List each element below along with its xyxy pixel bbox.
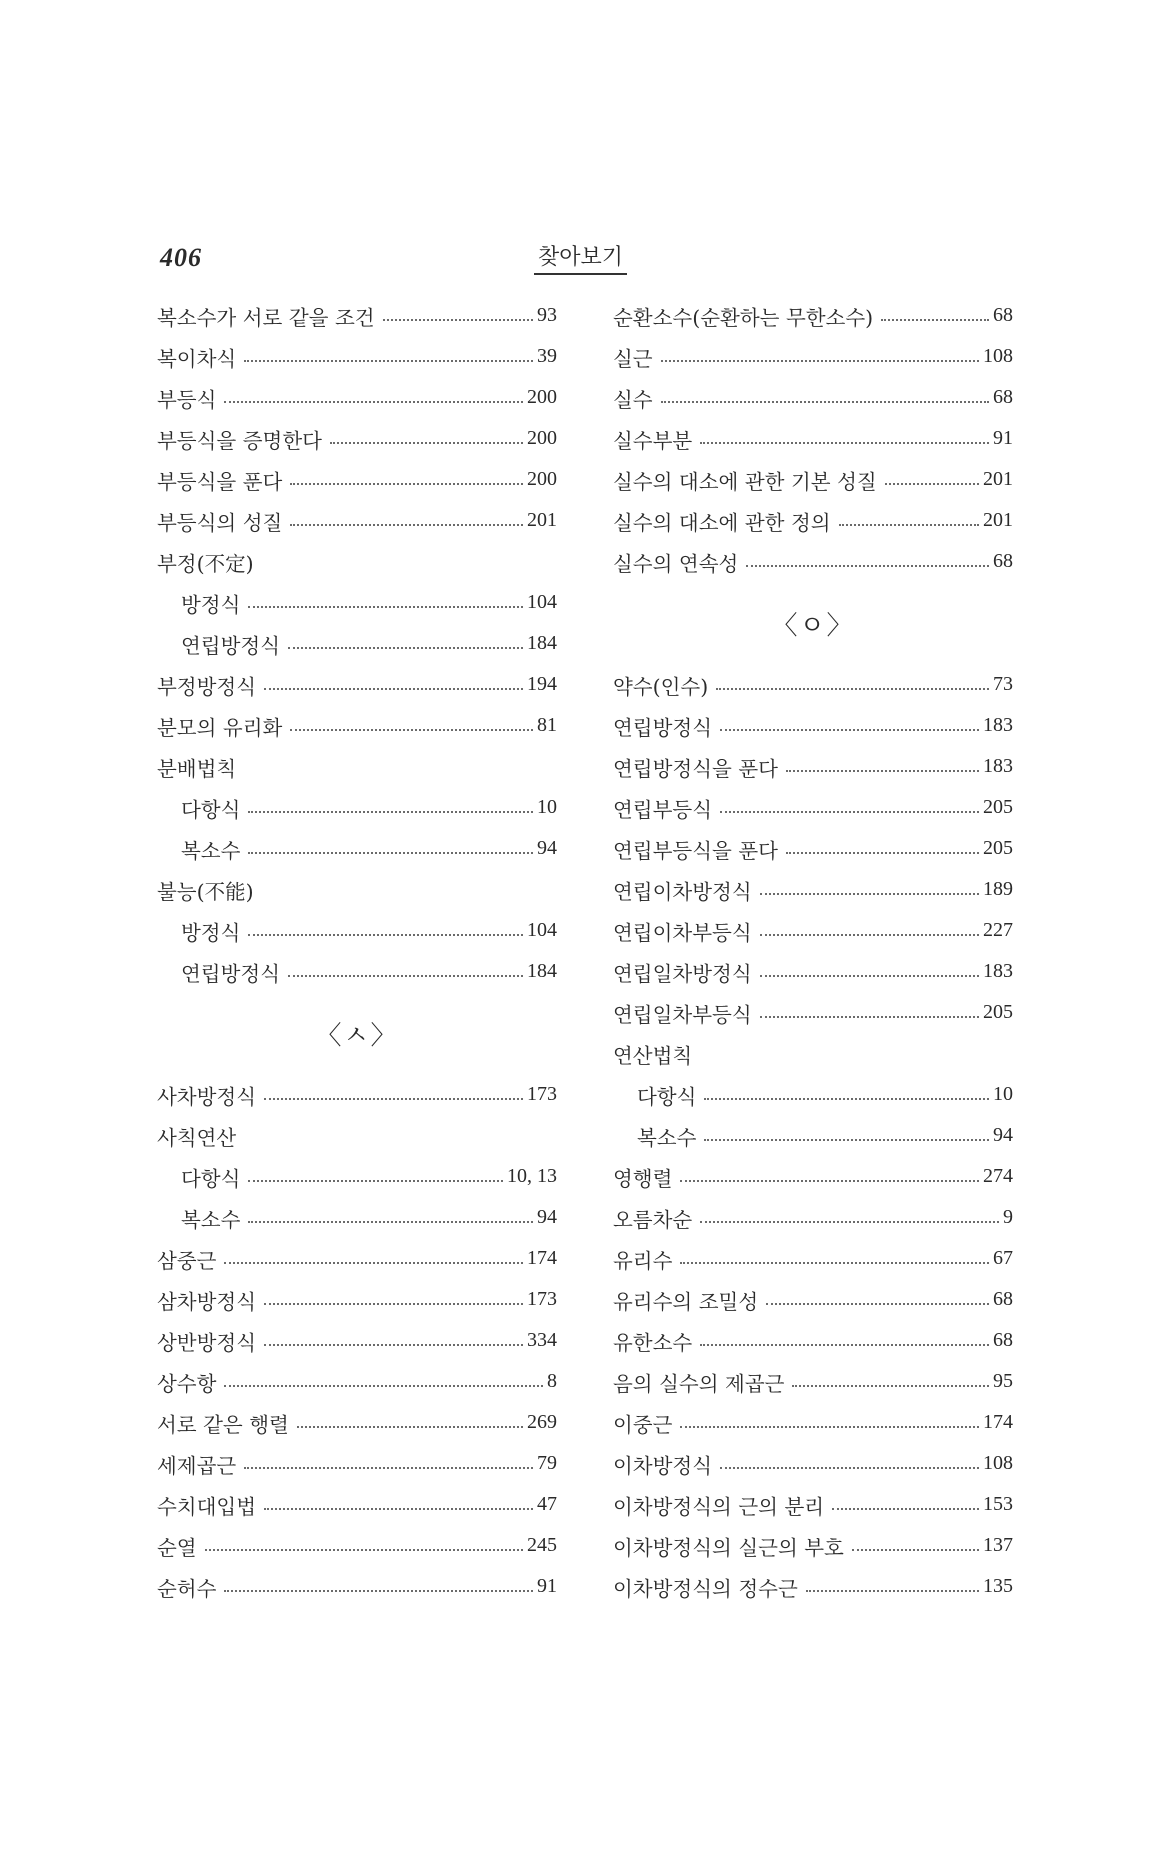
page-ref: 274: [983, 1165, 1013, 1187]
index-subentry: [613, 1115, 1013, 1156]
dot-leader: [704, 1139, 989, 1141]
page-ref: 93: [537, 304, 557, 326]
index-term: 복소수: [181, 1207, 241, 1232]
index-entry: [613, 787, 1013, 828]
index-entry: [157, 1074, 557, 1115]
page-ref: 173: [527, 1083, 557, 1105]
index-term: 다항식: [637, 1084, 697, 1109]
dot-leader: [680, 1262, 989, 1264]
page-ref: 104: [527, 591, 557, 613]
index-term: 부등식의 성질: [157, 510, 283, 535]
dot-leader: [264, 688, 523, 690]
index-entry: [157, 1238, 557, 1279]
index-term: 방정식: [181, 920, 241, 945]
page-ref: 91: [993, 427, 1013, 449]
dot-leader: [264, 1098, 523, 1100]
dot-leader: [680, 1426, 979, 1428]
index-entry: [613, 1320, 1013, 1361]
index-column-right: [613, 295, 1013, 1607]
index-entry: [613, 336, 1013, 377]
index-entry: [157, 1525, 557, 1566]
index-term: 부정(不定): [157, 551, 254, 576]
page-ref: 94: [537, 837, 557, 859]
index-term: 영행렬: [613, 1166, 673, 1191]
page-ref: 269: [527, 1411, 557, 1433]
index-entry: [613, 746, 1013, 787]
index-entry: [613, 951, 1013, 992]
index-term: 이차방정식의 정수근: [613, 1576, 798, 1601]
dot-leader: [704, 1098, 989, 1100]
page-ref: 81: [537, 714, 557, 736]
page-ref: 79: [537, 1452, 557, 1474]
index-subentry: [157, 623, 557, 664]
dot-leader: [288, 647, 523, 649]
dot-leader: [264, 1508, 533, 1510]
index-entry: [157, 1402, 557, 1443]
index-entry: [157, 500, 557, 541]
page-ref: 173: [527, 1288, 557, 1310]
page-ref: 205: [983, 837, 1013, 859]
index-entry: [157, 1115, 557, 1156]
index-term: 부정방정식: [157, 674, 257, 699]
dot-leader: [792, 1385, 989, 1387]
index-entry: [613, 1402, 1013, 1443]
index-entry: [157, 459, 557, 500]
dot-leader: [839, 524, 979, 526]
page-ref: 10, 13: [507, 1165, 557, 1187]
index-entry: [157, 1566, 557, 1607]
page-ref: 68: [993, 386, 1013, 408]
index-entry: [157, 1443, 557, 1484]
index-term: 다항식: [181, 797, 241, 822]
page-ref: 68: [993, 550, 1013, 572]
dot-leader: [248, 1180, 503, 1182]
index-column-left: [157, 295, 557, 1607]
index-term: 실근: [613, 346, 653, 371]
dot-leader: [760, 1016, 979, 1018]
page-ref: 201: [527, 509, 557, 531]
index-entry: [613, 1156, 1013, 1197]
index-term: 유리수의 조밀성: [613, 1289, 759, 1314]
page-ref: 39: [537, 345, 557, 367]
index-term: 연립방정식을 푼다: [613, 756, 778, 781]
dot-leader: [264, 1344, 523, 1346]
index-entry: [613, 500, 1013, 541]
dot-leader: [720, 729, 979, 731]
page-ref: 108: [983, 345, 1013, 367]
page-ref: 108: [983, 1452, 1013, 1474]
index-subentry: [157, 1156, 557, 1197]
index-term: 실수: [613, 387, 653, 412]
page-ref: 91: [537, 1575, 557, 1597]
dot-leader: [746, 565, 989, 567]
page-ref: 183: [983, 960, 1013, 982]
dot-leader: [760, 975, 979, 977]
dot-leader: [248, 1221, 533, 1223]
page-ref: 183: [983, 755, 1013, 777]
dot-leader: [881, 319, 989, 321]
dot-leader: [806, 1590, 979, 1592]
page-ref: 73: [993, 673, 1013, 695]
index-term: 삼중근: [157, 1248, 217, 1273]
dot-leader: [760, 934, 979, 936]
page-ref: 94: [993, 1124, 1013, 1146]
dot-leader: [832, 1508, 979, 1510]
index-subentry: [157, 910, 557, 951]
index-entry: [613, 377, 1013, 418]
index-entry: [157, 705, 557, 746]
index-entry: [613, 992, 1013, 1033]
page-ref: 194: [527, 673, 557, 695]
index-entry: [613, 705, 1013, 746]
dot-leader: [716, 688, 989, 690]
index-entry: [157, 746, 557, 787]
index-entry: [613, 1033, 1013, 1074]
dot-leader: [700, 1344, 989, 1346]
index-entry: [613, 541, 1013, 582]
page-ref: 200: [527, 468, 557, 490]
dot-leader: [224, 1385, 543, 1387]
dot-leader: [290, 483, 523, 485]
section-header: 〈ㅅ〉: [315, 1020, 399, 1051]
dot-leader: [885, 483, 979, 485]
index-subentry: [157, 828, 557, 869]
dot-leader: [224, 401, 523, 403]
page-ref: 174: [983, 1411, 1013, 1433]
page-number: 406: [160, 243, 202, 272]
page-ref: 104: [527, 919, 557, 941]
index-term: 실수의 연속성: [613, 551, 739, 576]
index-term: 순열: [157, 1535, 197, 1560]
dot-leader: [700, 1221, 999, 1223]
page-ref: 174: [527, 1247, 557, 1269]
dot-leader: [700, 442, 989, 444]
index-term: 복이차식: [157, 346, 237, 371]
page-ref: 205: [983, 1001, 1013, 1023]
index-entry: [157, 1484, 557, 1525]
page-ref: 9: [1003, 1206, 1013, 1228]
page-ref: 137: [983, 1534, 1013, 1556]
index-entry: [613, 1525, 1013, 1566]
index-term: 순허수: [157, 1576, 217, 1601]
index-entry: [157, 869, 557, 910]
page-ref: 227: [983, 919, 1013, 941]
dot-leader: [248, 852, 533, 854]
dot-leader: [264, 1303, 523, 1305]
page-ref: 201: [983, 468, 1013, 490]
index-term: 유한소수: [613, 1330, 693, 1355]
page-ref: 200: [527, 386, 557, 408]
index-entry: [613, 869, 1013, 910]
index-entry: [613, 1279, 1013, 1320]
index-term: 서로 같은 행렬: [157, 1412, 289, 1437]
index-entry: [613, 1361, 1013, 1402]
index-term: 분모의 유리화: [157, 715, 283, 740]
dot-leader: [720, 1467, 979, 1469]
index-term: 분배법칙: [157, 756, 237, 781]
dot-leader: [248, 811, 533, 813]
dot-leader: [330, 442, 523, 444]
page-ref: 67: [993, 1247, 1013, 1269]
page-ref: 47: [537, 1493, 557, 1515]
index-term: 유리수: [613, 1248, 673, 1273]
dot-leader: [248, 934, 523, 936]
page-ref: 8: [547, 1370, 557, 1392]
page-ref: 153: [983, 1493, 1013, 1515]
index-term: 연립부등식을 푼다: [613, 838, 778, 863]
index-entry: [157, 664, 557, 705]
dot-leader: [288, 975, 523, 977]
page-ref: 10: [537, 796, 557, 818]
dot-leader: [720, 811, 979, 813]
dot-leader: [297, 1426, 523, 1428]
index-subentry: [157, 1197, 557, 1238]
page-ref: 184: [527, 960, 557, 982]
dot-leader: [383, 319, 533, 321]
dot-leader: [766, 1303, 989, 1305]
index-entry: [157, 1320, 557, 1361]
page-ref: 245: [527, 1534, 557, 1556]
index-entry: [157, 418, 557, 459]
index-term: 상수항: [157, 1371, 217, 1396]
index-term: 연립일차부등식: [613, 1002, 752, 1027]
dot-leader: [661, 360, 979, 362]
index-term: 이차방정식의 근의 분리: [613, 1494, 825, 1519]
index-entry: [157, 336, 557, 377]
page-ref: 200: [527, 427, 557, 449]
index-term: 실수의 대소에 관한 기본 성질: [613, 469, 877, 494]
dot-leader: [852, 1549, 979, 1551]
page-ref: 201: [983, 509, 1013, 531]
index-entry: [613, 828, 1013, 869]
dot-leader: [290, 729, 533, 731]
page-ref: 10: [993, 1083, 1013, 1105]
dot-leader: [224, 1590, 533, 1592]
index-term: 불능(不能): [157, 879, 254, 904]
index-entry: [613, 1238, 1013, 1279]
index-term: 이차방정식: [613, 1453, 713, 1478]
page-ref: 68: [993, 304, 1013, 326]
index-entry: [157, 541, 557, 582]
page-ref: 334: [527, 1329, 557, 1351]
index-term: 연립방정식: [613, 715, 713, 740]
index-entry: [157, 377, 557, 418]
index-entry: [157, 295, 557, 336]
page-ref: 205: [983, 796, 1013, 818]
dot-leader: [248, 606, 523, 608]
index-entry: [157, 1361, 557, 1402]
index-entry: [613, 295, 1013, 336]
page-ref: 95: [993, 1370, 1013, 1392]
index-entry: [613, 1197, 1013, 1238]
index-entry: [613, 910, 1013, 951]
index-term: 약수(인수): [613, 674, 709, 699]
page-title: 찾아보기: [534, 246, 627, 275]
index-term: 연립이차부등식: [613, 920, 752, 945]
index-term: 연립방정식: [181, 633, 281, 658]
index-subentry: [157, 582, 557, 623]
page-ref: 184: [527, 632, 557, 654]
index-term: 음의 실수의 제곱근: [613, 1371, 785, 1396]
index-term: 순환소수(순환하는 무한소수): [613, 305, 874, 330]
index-term: 연립방정식: [181, 961, 281, 986]
index-term: 복소수가 서로 같을 조건: [157, 305, 375, 330]
dot-leader: [244, 1467, 533, 1469]
page-ref: 183: [983, 714, 1013, 736]
index-term: 부등식: [157, 387, 217, 412]
dot-leader: [661, 401, 989, 403]
index-term: 세제곱근: [157, 1453, 237, 1478]
index-term: 이중근: [613, 1412, 673, 1437]
index-term: 오름차순: [613, 1207, 693, 1232]
index-term: 삼차방정식: [157, 1289, 257, 1314]
index-subentry: [157, 951, 557, 992]
dot-leader: [244, 360, 533, 362]
index-subentry: [613, 1074, 1013, 1115]
section-header: 〈ㅇ〉: [771, 610, 855, 641]
page-ref: 68: [993, 1288, 1013, 1310]
index-entry: [613, 664, 1013, 705]
index-term: 실수의 대소에 관한 정의: [613, 510, 831, 535]
index-term: 연립부등식: [613, 797, 713, 822]
dot-leader: [224, 1262, 523, 1264]
page-ref: 68: [993, 1329, 1013, 1351]
page-ref: 189: [983, 878, 1013, 900]
index-term: 부등식을 증명한다: [157, 428, 322, 453]
page-ref: 94: [537, 1206, 557, 1228]
index-entry: [613, 1443, 1013, 1484]
index-term: 연립일차방정식: [613, 961, 752, 986]
index-term: 방정식: [181, 592, 241, 617]
index-entry: [613, 459, 1013, 500]
dot-leader: [786, 852, 979, 854]
index-subentry: [157, 787, 557, 828]
index-term: 이차방정식의 실근의 부호: [613, 1535, 844, 1560]
index-term: 복소수: [181, 838, 241, 863]
index-entry: [157, 1279, 557, 1320]
dot-leader: [786, 770, 979, 772]
index-term: 복소수: [637, 1125, 697, 1150]
index-entry: [613, 1484, 1013, 1525]
dot-leader: [680, 1180, 979, 1182]
page-ref: 135: [983, 1575, 1013, 1597]
index-entry: [613, 1566, 1013, 1607]
dot-leader: [205, 1549, 523, 1551]
index-term: 실수부분: [613, 428, 693, 453]
index-term: 사차방정식: [157, 1084, 257, 1109]
index-term: 부등식을 푼다: [157, 469, 283, 494]
index-term: 수치대입법: [157, 1494, 257, 1519]
dot-leader: [290, 524, 523, 526]
index-term: 사칙연산: [157, 1125, 237, 1150]
index-term: 연립이차방정식: [613, 879, 752, 904]
dot-leader: [760, 893, 979, 895]
index-entry: [613, 418, 1013, 459]
index-term: 연산법칙: [613, 1043, 693, 1068]
index-term: 상반방정식: [157, 1330, 257, 1355]
index-term: 다항식: [181, 1166, 241, 1191]
